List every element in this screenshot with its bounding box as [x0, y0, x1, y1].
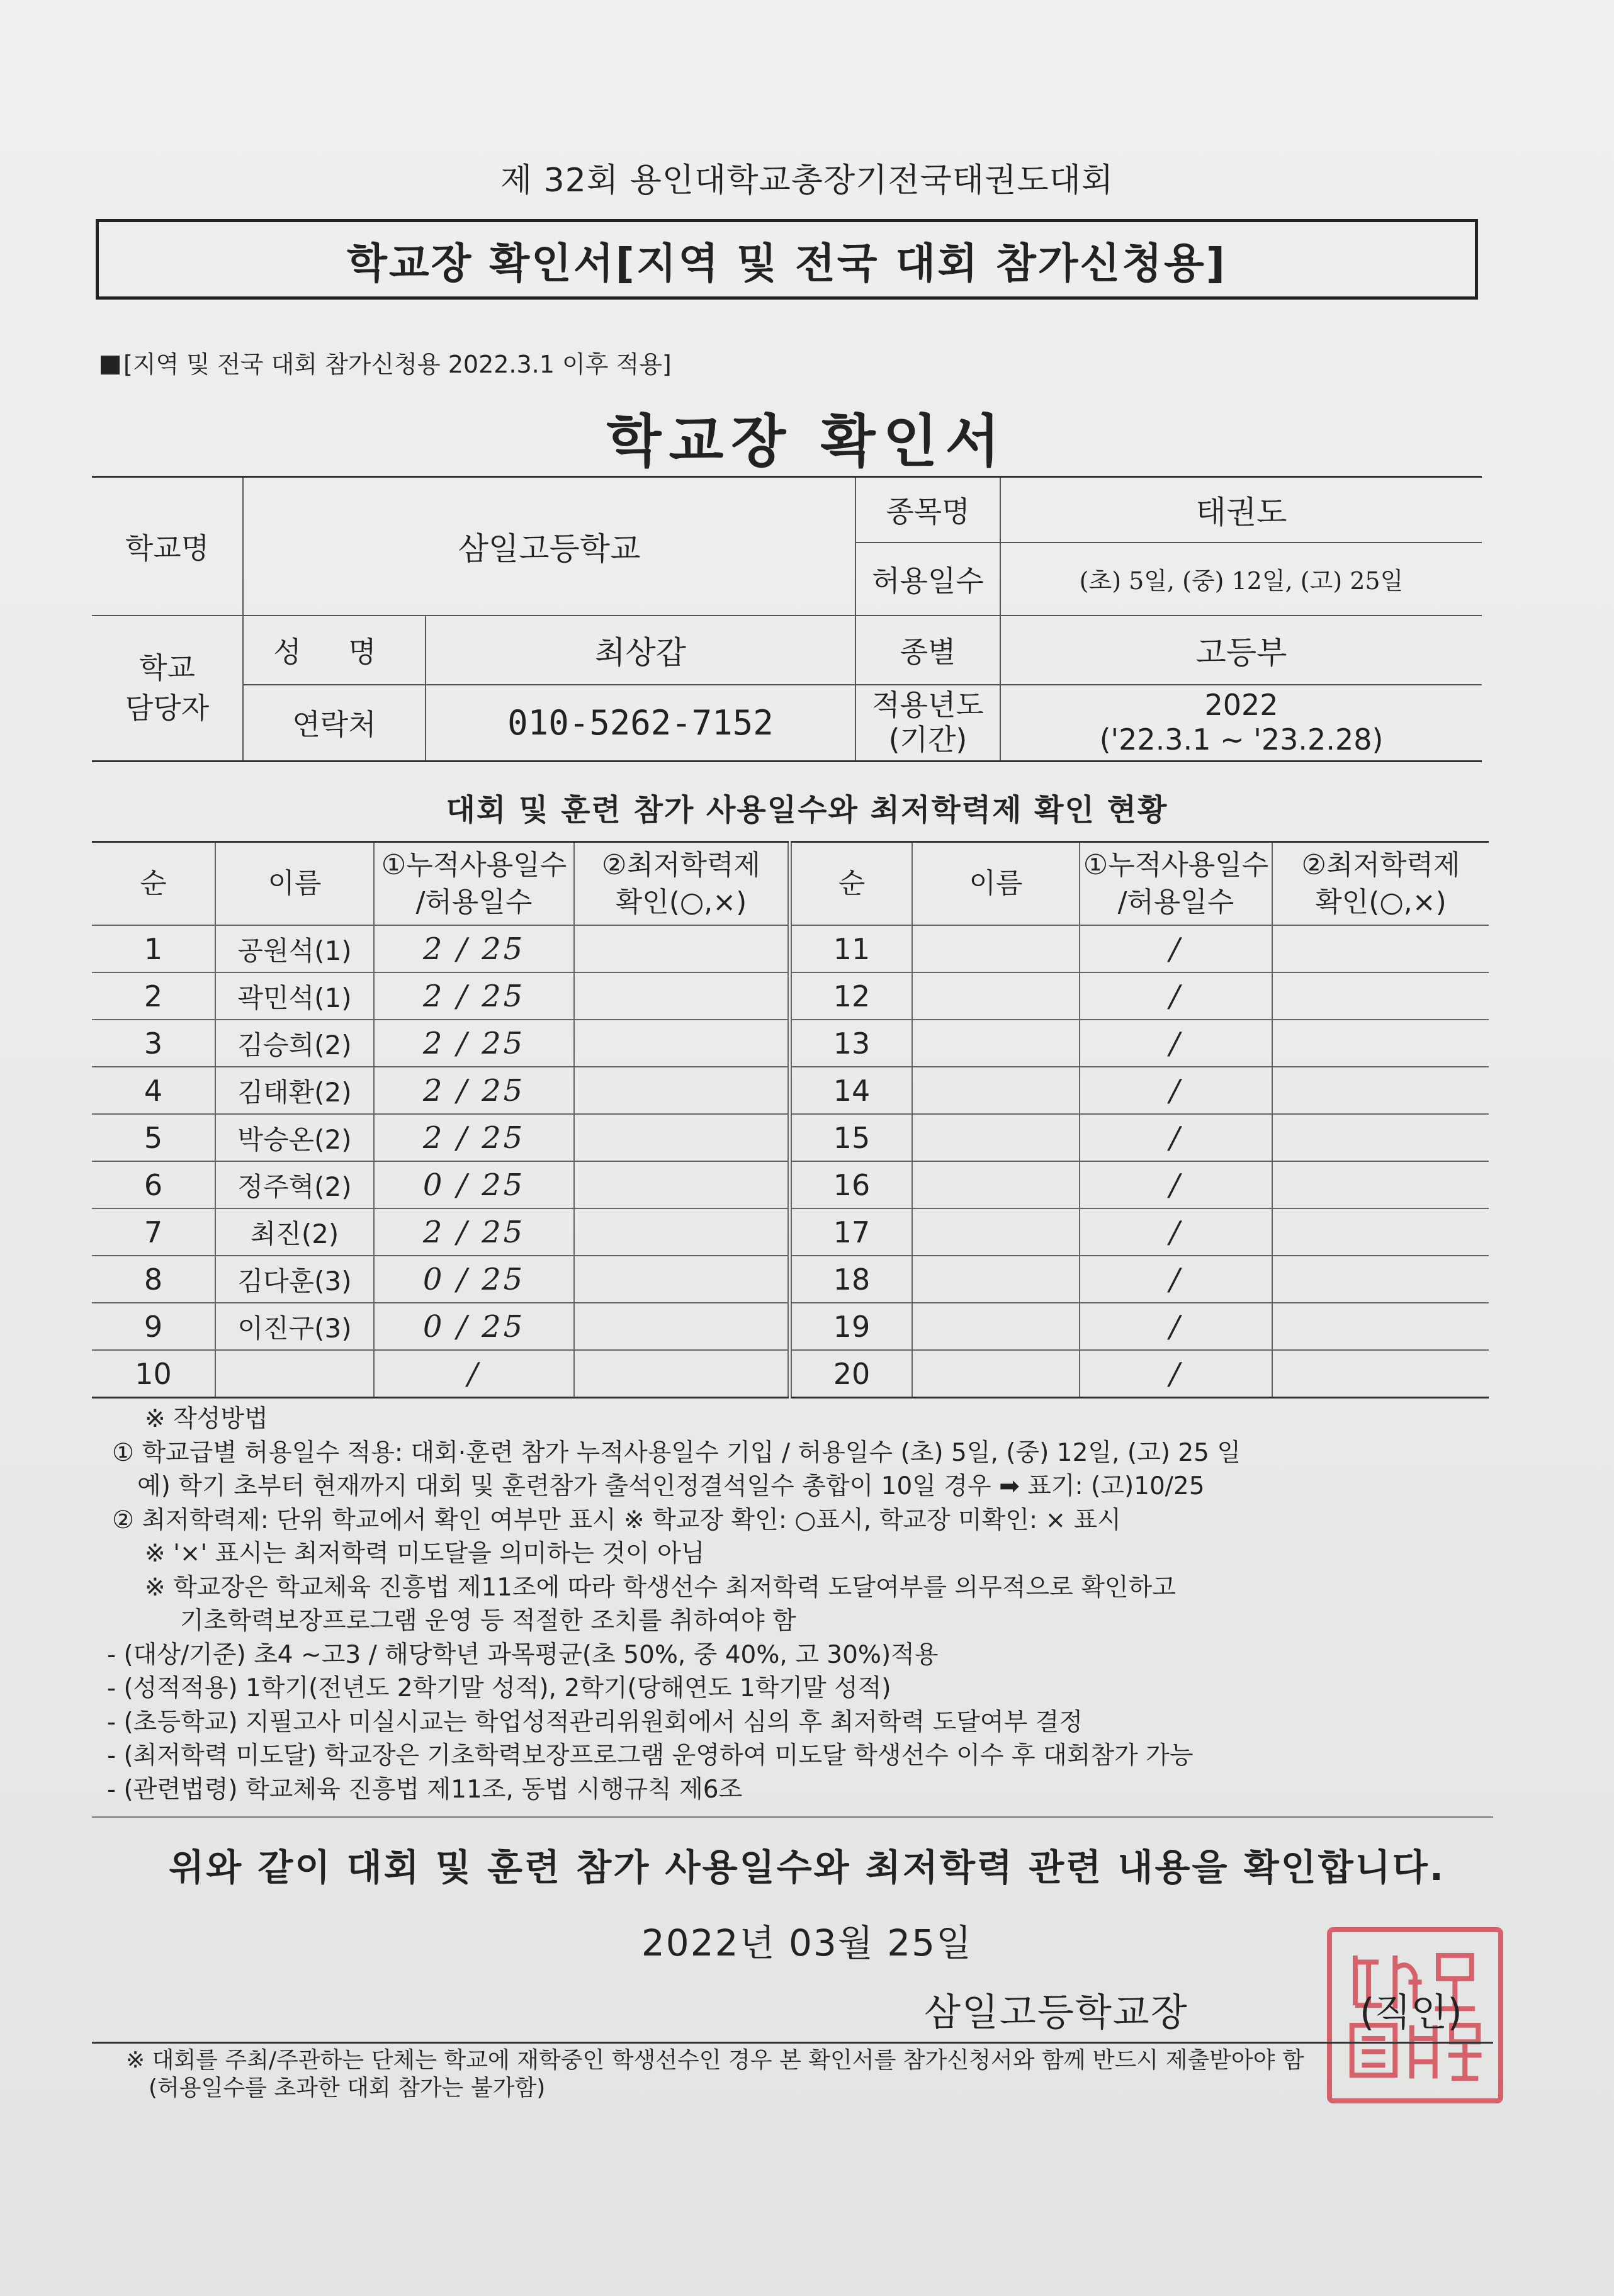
- instructions: [107, 1402, 1516, 1806]
- roster-no: 2: [92, 972, 215, 1020]
- roster-days: /: [1080, 925, 1272, 972]
- roster-check: [574, 972, 788, 1020]
- roster-row: [92, 1020, 788, 1067]
- roster-check: [574, 925, 788, 972]
- roster-check: [1272, 972, 1489, 1020]
- apply-year-cell: [1000, 685, 1482, 762]
- roster-no: 9: [92, 1303, 215, 1350]
- roster-no: 20: [791, 1350, 912, 1398]
- instruction-line: 기초학력보장프로그램 운영 등 적절한 조치를 취하여야 함: [180, 1607, 796, 1635]
- roster-days: /: [1080, 1208, 1272, 1256]
- roster-name: [912, 1114, 1080, 1161]
- roster-name: [912, 1208, 1080, 1256]
- event-value: 태권도: [1000, 477, 1482, 543]
- roster-row: [92, 1114, 788, 1161]
- instruction-line: ② 최저학력제: 단위 학교에서 확인 여부만 표시 ※ 학교장 확인: ○표시, 학교장 미확인: × 표시: [112, 1505, 1121, 1534]
- roster-days: /: [1080, 1303, 1272, 1350]
- roster-days: 2 / 25: [374, 972, 574, 1020]
- roster-name: 김다훈(3): [215, 1256, 374, 1303]
- instruction-line: - (관련법령) 학교체육 진흥법 제11조, 동법 시행규칙 제6조: [107, 1775, 743, 1804]
- roster-check: [1272, 1256, 1489, 1303]
- instruction-line: 예) 학기 초부터 현재까지 대회 및 훈련참가 출석인정결석일수 총합이 10일 경우 ➡ 표기: (고)10/25: [137, 1472, 1205, 1500]
- roster-row: [791, 1350, 1489, 1398]
- roster-row: [92, 1350, 788, 1398]
- roster-no: 10: [92, 1350, 215, 1398]
- roster-row: [791, 1303, 1489, 1350]
- roster-days: 0 / 25: [374, 1303, 574, 1350]
- roster-no: 4: [92, 1067, 215, 1114]
- roster-row: [791, 1161, 1489, 1208]
- roster-check: [574, 1256, 788, 1303]
- roster-no: 16: [791, 1161, 912, 1208]
- roster-name: 김태환(2): [215, 1067, 374, 1114]
- col-header-days: ①누적사용일수 /허용일수: [1080, 842, 1272, 926]
- col-header-name: 이름: [912, 842, 1080, 926]
- roster-table-left: [92, 841, 789, 1398]
- contact-name-label: 성 명: [243, 616, 426, 685]
- roster-check: [574, 1020, 788, 1067]
- roster-row: [92, 1303, 788, 1350]
- roster-name: 곽민석(1): [215, 972, 374, 1020]
- roster-row: [791, 1114, 1489, 1161]
- roster-name: [912, 1161, 1080, 1208]
- roster-check: [574, 1114, 788, 1161]
- contact-group-label: 학교 담당자: [92, 616, 243, 762]
- roster-no: 7: [92, 1208, 215, 1256]
- roster-check: [574, 1208, 788, 1256]
- event-label: 종목명: [855, 477, 1000, 543]
- category-value: 고등부: [1000, 616, 1482, 685]
- roster-days: 2 / 25: [374, 1067, 574, 1114]
- contact-name-value: 최상갑: [426, 616, 855, 685]
- roster-row: [92, 925, 788, 972]
- school-name-label: 학교명: [92, 477, 243, 616]
- roster-check: [574, 1303, 788, 1350]
- roster-name: [912, 972, 1080, 1020]
- roster-name: 최진(2): [215, 1208, 374, 1256]
- roster-name: [912, 1020, 1080, 1067]
- roster-row: [791, 972, 1489, 1020]
- instruction-line: - (초등학교) 지필고사 미실시교는 학업성적관리위원회에서 심의 후 최저학력 도달여부 결정: [107, 1708, 1083, 1736]
- footer-note: [126, 2047, 1304, 2102]
- form-banner-title: 학교장 확인서[지역 및 전국 대회 참가신청용]: [96, 219, 1478, 300]
- roster-check: [1272, 1161, 1489, 1208]
- roster-heading: 대회 및 훈련 참가 사용일수와 최저학력제 확인 현황: [446, 792, 1168, 828]
- instruction-line: - (성적적용) 1학기(전년도 2학기말 성적), 2학기(당해연도 1학기말 성적): [107, 1674, 891, 1702]
- roster-check: [574, 1067, 788, 1114]
- roster-row: [92, 1161, 788, 1208]
- confirmation-statement: 위와 같이 대회 및 훈련 참가 사용일수와 최저학력 관련 내용을 확인합니다.: [169, 1846, 1445, 1889]
- roster-check: [1272, 1114, 1489, 1161]
- roster-days: 2 / 25: [374, 1020, 574, 1067]
- roster-no: 8: [92, 1256, 215, 1303]
- col-header-check: ②최저학력제 확인(○,×): [1272, 842, 1489, 926]
- roster-no: 13: [791, 1020, 912, 1067]
- instruction-line: ① 학교급별 허용일수 적용: 대회·훈련 참가 누적사용일수 기입 / 허용일수 (초) 5일, (중) 12일, (고) 25 일: [112, 1438, 1241, 1467]
- roster-check: [1272, 1350, 1489, 1398]
- roster-check: [1272, 1208, 1489, 1256]
- allowed-days-value: (초) 5일, (중) 12일, (고) 25일: [1000, 543, 1482, 616]
- roster-days: /: [374, 1350, 574, 1398]
- roster-row: [92, 972, 788, 1020]
- roster-no: 19: [791, 1303, 912, 1350]
- roster-days: 0 / 25: [374, 1256, 574, 1303]
- roster-days: /: [1080, 1020, 1272, 1067]
- roster-name: [912, 1067, 1080, 1114]
- apply-period-value: ('22.3.1 ~ '23.2.28): [1099, 723, 1384, 757]
- roster-no: 1: [92, 925, 215, 972]
- roster-no: 11: [791, 925, 912, 972]
- applicability-note-text: [지역 및 전국 대회 참가신청용 2022.3.1 이후 적용]: [123, 351, 672, 378]
- col-header-no: 순: [92, 842, 215, 926]
- roster-check: [574, 1161, 788, 1208]
- roster-name: [912, 1350, 1080, 1398]
- instruction-line: - (대상/기준) 초4 ~고3 / 해당학년 과목평균(초 50%, 중 40%, 고 30%)적용: [107, 1640, 939, 1669]
- roster-days: 0 / 25: [374, 1161, 574, 1208]
- roster-name: [912, 1303, 1080, 1350]
- contact-phone-label: 연락처: [243, 685, 426, 762]
- roster-days: /: [1080, 1350, 1272, 1398]
- roster-row: [791, 925, 1489, 972]
- roster-days: 2 / 25: [374, 1208, 574, 1256]
- instruction-line: ※ '×' 표시는 최저학력 미도달을 의미하는 것이 아님: [145, 1539, 705, 1568]
- roster-row: [791, 1256, 1489, 1303]
- roster-days: /: [1080, 1161, 1272, 1208]
- roster-name: [215, 1350, 374, 1398]
- roster-check: [1272, 1020, 1489, 1067]
- col-header-name: 이름: [215, 842, 374, 926]
- roster-days: /: [1080, 1114, 1272, 1161]
- roster-check: [1272, 1303, 1489, 1350]
- roster-days: /: [1080, 1256, 1272, 1303]
- roster-name: 박승온(2): [215, 1114, 374, 1161]
- roster-no: 15: [791, 1114, 912, 1161]
- roster-check: [574, 1350, 788, 1398]
- contact-phone-value: 010-5262-7152: [426, 685, 855, 762]
- roster-table-right: [791, 841, 1489, 1398]
- roster-row: [92, 1256, 788, 1303]
- instruction-line: - (최저학력 미도달) 학교장은 기초학력보장프로그램 운영하여 미도달 학생선수 이수 후 대회참가 가능: [107, 1742, 1194, 1770]
- col-header-check: ②최저학력제 확인(○,×): [574, 842, 788, 926]
- footer-note-line: ※ 대회를 주최/주관하는 단체는 학교에 재학중인 학생선수인 경우 본 확인서를 참가신청서와 함께 반드시 제출받아야 함: [126, 2047, 1304, 2073]
- roster-name: 이진구(3): [215, 1303, 374, 1350]
- square-bullet-icon: [101, 356, 120, 374]
- roster-name: 공원석(1): [215, 925, 374, 972]
- roster-no: 14: [791, 1067, 912, 1114]
- roster-check: [1272, 925, 1489, 972]
- divider: [92, 1816, 1493, 1818]
- roster-name: [912, 1256, 1080, 1303]
- seal-label: (직인): [1360, 1991, 1462, 2035]
- principal-title: 삼일고등학교장: [924, 1991, 1188, 2035]
- instructions-heading: ※ 작성방법: [145, 1405, 268, 1433]
- col-header-no: 순: [791, 842, 912, 926]
- footer-note-line: (허용일수를 초과한 대회 참가는 불가함): [149, 2075, 546, 2101]
- roster-name: 정주혁(2): [215, 1161, 374, 1208]
- roster-days: /: [1080, 1067, 1272, 1114]
- col-header-days: ①누적사용일수 /허용일수: [374, 842, 574, 926]
- category-label: 종별: [855, 616, 1000, 685]
- roster-days: 2 / 25: [374, 925, 574, 972]
- apply-year-label: 적용년도 (기간): [855, 685, 1000, 762]
- footer-divider: [92, 2042, 1493, 2044]
- school-info-table: [92, 476, 1482, 762]
- roster-no: 12: [791, 972, 912, 1020]
- roster-row: [92, 1208, 788, 1256]
- apply-year-value: 2022: [1204, 688, 1278, 723]
- event-title: 제 32회 용인대학교총장기전국태권도대회: [500, 162, 1114, 200]
- roster-no: 5: [92, 1114, 215, 1161]
- roster-row: [791, 1020, 1489, 1067]
- roster-days: 2 / 25: [374, 1114, 574, 1161]
- roster-no: 17: [791, 1208, 912, 1256]
- roster-days: /: [1080, 972, 1272, 1020]
- roster-check: [1272, 1067, 1489, 1114]
- roster-no: 6: [92, 1161, 215, 1208]
- issue-date: 2022년 03월 25일: [641, 1922, 973, 1964]
- roster-row: [92, 1067, 788, 1114]
- applicability-note: [101, 345, 672, 380]
- allowed-days-label: 허용일수: [855, 543, 1000, 616]
- roster-no: 3: [92, 1020, 215, 1067]
- roster-name: [912, 925, 1080, 972]
- roster-row: [791, 1208, 1489, 1256]
- instruction-line: ※ 학교장은 학교체육 진흥법 제11조에 따라 학생선수 최저학력 도달여부를 의무적으로 확인하고: [145, 1573, 1176, 1602]
- roster-row: [791, 1067, 1489, 1114]
- document-title: 학교장 확인서: [606, 408, 1008, 475]
- roster-no: 18: [791, 1256, 912, 1303]
- roster-name: 김승희(2): [215, 1020, 374, 1067]
- school-name-value: 삼일고등학교: [243, 477, 855, 616]
